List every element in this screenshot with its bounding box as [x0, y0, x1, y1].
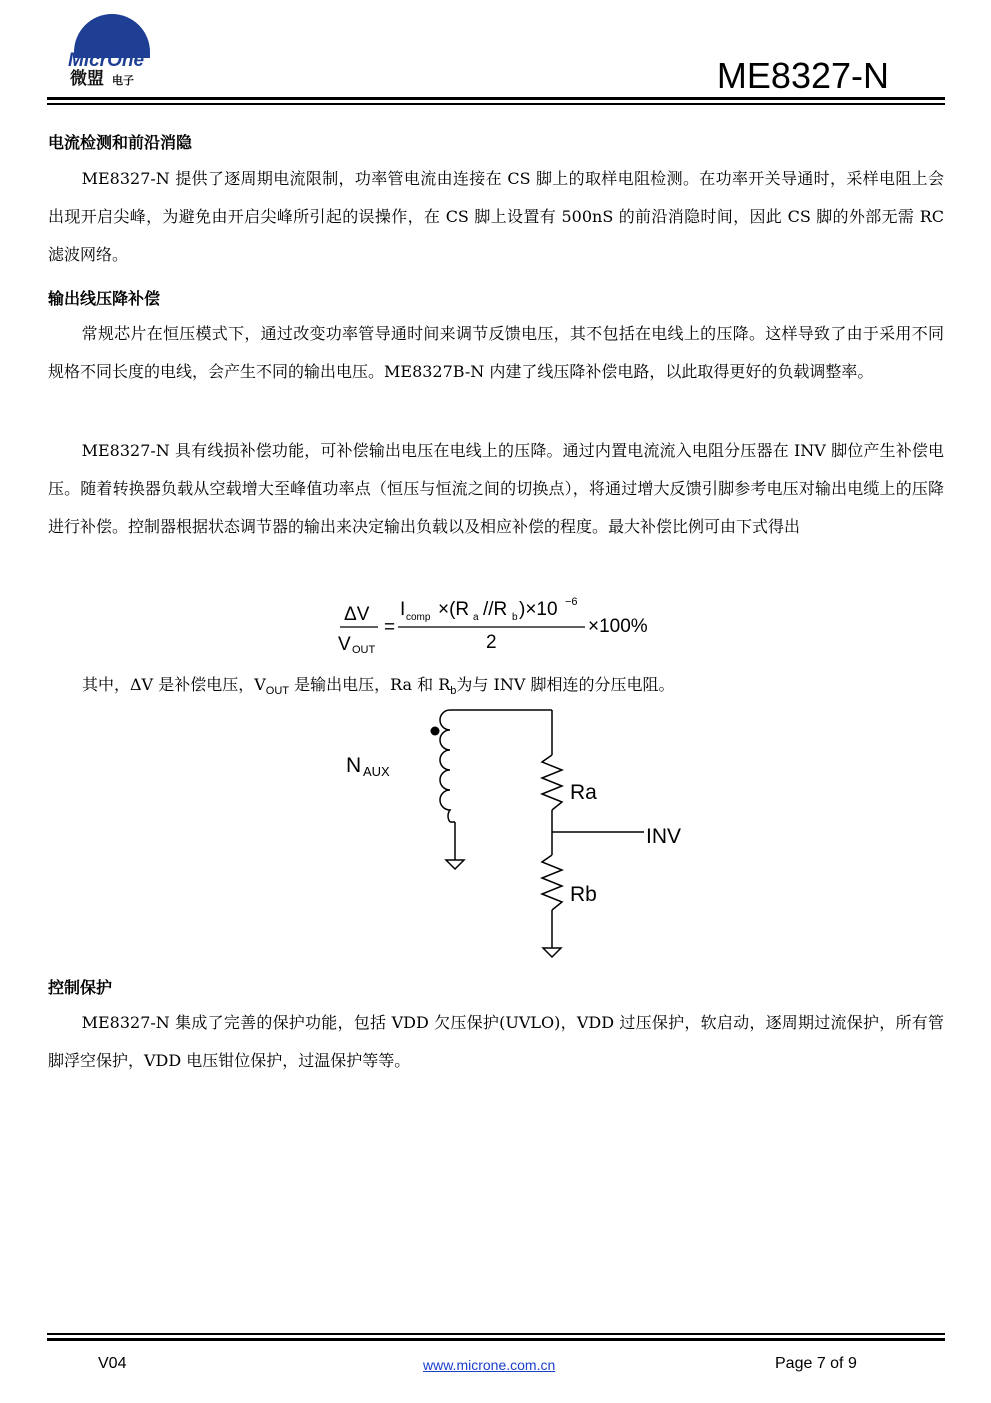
legend-vout-sub: OUT	[265, 685, 289, 698]
footer	[0, 1355, 991, 1385]
formula-rhs-part1: ×(R	[438, 599, 470, 620]
formula-lhs-denominator-sub: OUT	[352, 644, 376, 656]
aux-winding-coil	[440, 710, 450, 822]
polarity-dot	[431, 727, 440, 736]
footer-version: V04	[98, 1355, 127, 1372]
label-rb: Rb	[570, 883, 597, 906]
header-rule-bottom	[47, 103, 945, 105]
formula-rhs-part2: //R	[483, 599, 508, 620]
footer-url-link[interactable]: www.microne.com.cn	[423, 1357, 556, 1373]
paragraph-current-sense: ME8327-N 提供了逐周期电流限制，功率管电流由连接在 CS 脚上的取样电阻检测。在功率开关导通时，采样电阻上会出现开启尖峰，为避免由开启尖峰所引起的误操作，在 CS 脚上设置有 500nS 的前沿消隐时间，因此 CS 脚的外部无需 RC 滤波网络。	[48, 169, 944, 264]
resistor-rb	[542, 855, 562, 910]
label-ra: Ra	[570, 781, 597, 804]
formula-rhs-b-sub: b	[512, 612, 518, 623]
formula-legend	[82, 674, 674, 702]
formula-rhs-denominator: 2	[486, 632, 497, 653]
formula-rhs-a-sub: a	[473, 612, 479, 623]
legend-mid: 是输出电压，Ra 和 R	[294, 675, 451, 694]
footer-rule-top	[47, 1333, 945, 1335]
compensation-formula	[330, 590, 670, 660]
paragraph-line-compensation-2: ME8327-N 具有线损补偿功能，可补偿输出电压在电线上的压降。通过内置电流流入电阻分压器在 INV 脚位产生补偿电压。随着转换器负载从空载增大至峰值功率点（恒压与恒流之间的切换点），将通过增大反馈引脚参考电压对输出电缆上的压降进行补偿。控制器根据状态调节器的输出来决定输出负载以及相应补偿的程度。最大补偿比例可由下式得出	[48, 441, 944, 536]
label-inv: INV	[646, 825, 682, 848]
header-rule-top	[47, 97, 945, 100]
label-naux-sub: AUX	[363, 764, 390, 779]
inv-divider-circuit	[330, 700, 710, 965]
formula-rhs-I-sub: comp	[406, 612, 431, 623]
logo-text-sub: 电子	[112, 75, 134, 87]
document-title: ME8327-N	[716, 55, 889, 96]
formula-multiplier: ×100%	[588, 616, 648, 637]
microne-logo	[62, 10, 162, 90]
formula-rhs-exponent: −6	[565, 596, 578, 608]
logo-text-en: MicrOne	[68, 50, 145, 71]
ground-symbol-right	[543, 948, 561, 957]
formula-rhs-part3: )×10	[519, 599, 558, 620]
legend-rb-sub: b	[450, 685, 457, 698]
footer-rule-bottom	[47, 1338, 945, 1341]
paragraph-line-compensation-1: 常规芯片在恒压模式下，通过改变功率管导通时间来调节反馈电压，其不包括在电线上的压降。这样导致了由于采用不同规格不同长度的电线，会产生不同的输出电压。ME8327B-N 内建了线压降补偿电路，以此取得更好的负载调整率。	[48, 324, 944, 381]
footer-page-number: Page 7 of 9	[775, 1355, 857, 1372]
section-heading-line-compensation: 输出线压降补偿	[48, 289, 161, 308]
formula-rhs-I: I	[400, 599, 406, 620]
label-naux: N	[346, 754, 362, 777]
legend-suffix: 为与 INV 脚相连的分压电阻。	[456, 675, 675, 694]
formula-lhs-numerator: ΔV	[344, 604, 370, 625]
resistor-ra	[542, 755, 562, 810]
legend-prefix: 其中，ΔV 是补偿电压，V	[82, 675, 266, 694]
paragraph-protection: ME8327-N 集成了完善的保护功能，包括 VDD 欠压保护(UVLO)，VDD 过压保护，软启动，逐周期过流保护，所有管脚浮空保护，VDD 电压钳位保护，过温保护等等。	[48, 1013, 944, 1070]
logo-text-cn: 微盟	[70, 69, 104, 88]
formula-lhs-denominator: V	[338, 634, 351, 655]
formula-equals: =	[384, 617, 396, 638]
ground-symbol-left	[446, 860, 464, 869]
section-heading-current-sense: 电流检测和前沿消隐	[48, 133, 193, 152]
section-heading-protection: 控制保护	[48, 978, 113, 997]
